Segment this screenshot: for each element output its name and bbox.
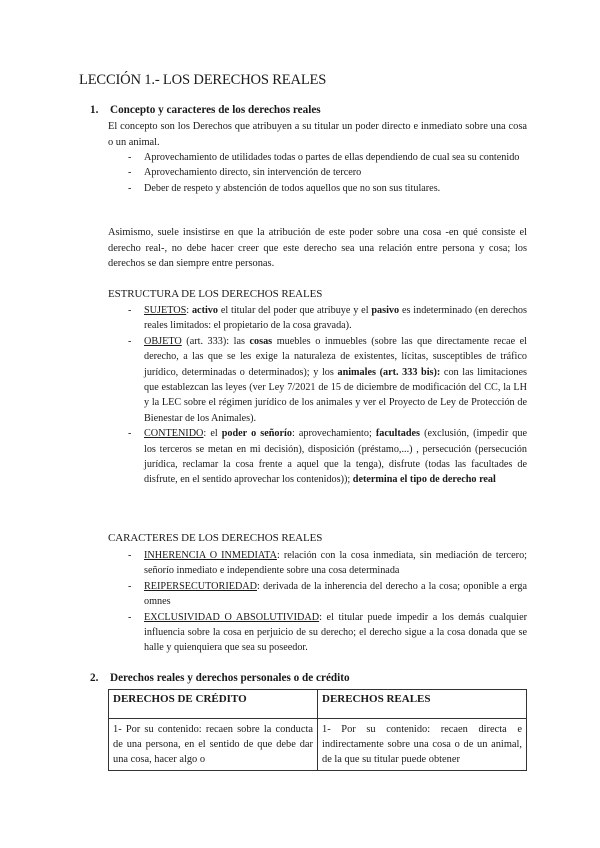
character-text: : derivada de la inherencia del derecho a la cosa; oponible a erga omnes [144, 580, 527, 608]
bold-run: cosas [249, 335, 273, 347]
bold-run: poder o señorío [221, 428, 292, 440]
bold-run: facultades [375, 428, 421, 440]
character-label: EXCLUSIVIDAD O ABSOLUTIVIDAD [144, 611, 320, 623]
text-run: (art. 333): las [181, 335, 250, 347]
text-run: el titular del poder que atribuye y el [217, 305, 372, 316]
section-1-title: Concepto y caracteres de los derechos reales [110, 104, 321, 116]
characters-heading: CARACTERES DE LOS DERECHOS REALES [108, 532, 323, 544]
section-2-heading [90, 672, 350, 684]
bold-run: activo [191, 305, 218, 316]
structure-item-sujetos [108, 303, 527, 334]
character-label: INHERENCIA O INMEDIATA [144, 550, 277, 561]
bold-run: animales (art. 333 bis): [337, 366, 441, 378]
objeto-label: OBJETO [144, 335, 182, 347]
clarification-paragraph: Asimismo, suele insistirse en que la atribución de este poder sobre una cosa -en qué consiste el derecho real-, no debe hacer creer que este derecho sea una relación entre persona y cosa; los derechos se dan siempre entre personas. [108, 227, 527, 269]
table-cell: 1- Por su contenido: recaen sobre la conducta de una persona, en el sentido de que debe dar una cosa, hacer algo o [109, 719, 318, 771]
characters-list [108, 548, 527, 656]
table-row [109, 719, 527, 771]
structure-item-objeto [108, 334, 527, 426]
section-2-title: Derechos reales y derechos personales o de crédito [110, 672, 350, 684]
sujetos-label: SUJETOS [144, 305, 187, 316]
text-run: : [186, 305, 192, 316]
concept-paragraph: El concepto son los Derechos que atribuyen a su titular un poder directo e inmediato sobre una cosa o un animal. [108, 121, 527, 148]
section-2-number: 2. [90, 672, 99, 684]
comparison-table [108, 689, 527, 771]
column-header-credito: DERECHOS DE CRÉDITO [109, 690, 318, 719]
bold-run: determina el tipo de derecho real [352, 474, 496, 486]
character-label: REIPERSECUTORIEDAD [144, 580, 258, 592]
structure-item-contenido [108, 426, 527, 488]
text-run: es indeterminado (en derechos reales limitados: el propietario de la cosa gravada). [144, 305, 527, 332]
concept-bullet: - Deber de respeto y abstención de todos aquellos que no son sus titulares. [108, 181, 527, 196]
text-run: con las limitaciones que establezcan las leyes (ver Ley 7/2021 de 15 de diciembre de modificación del CC, la LH y la LEC sobre el régimen jurídico de los animales y ver el Proyecto de Ley de Protección de Bienestar de los Animales). [144, 366, 527, 424]
text-run: muebles o inmuebles (sobre las que directamente recae el derecho, a las que se les exige la naturaleza de existentes, lícitas, susceptibles de tráfico jurídico, determinadas o determinados); y los [144, 335, 527, 378]
structure-heading: ESTRUCTURA DE LOS DERECHOS REALES [108, 288, 323, 300]
contenido-label: CONTENIDO [144, 428, 204, 440]
text-run: (exclusión, (impedir que los terceros se metan en mi decisión), disposición (préstamo,...) , persecución (persecución jurídica, reclamar la cosa frente a aquel que la tenga), disfrute (todas las facultades de disfrute, en el sentido aprovechar los contenidos)); [144, 428, 527, 486]
bold-run: pasivo [371, 305, 400, 316]
concept-bullet: - Aprovechamiento directo, sin intervención de tercero [108, 165, 527, 180]
character-item [108, 610, 527, 656]
concept-bullet: - Aprovechamiento de utilidades todas o partes de ellas dependiendo de cual sea su contenido [108, 150, 527, 165]
column-header-reales: DERECHOS REALES [318, 690, 527, 719]
character-item [108, 548, 527, 579]
character-text: : el titular puede impedir a los demás cualquier influencia sobre la cosa en perjuicio de su derecho; el derecho sigue a la cosa donada que se halle y quienquiera que sea su poseedor. [144, 611, 527, 654]
table-header-row [109, 690, 527, 719]
character-text: : relación con la cosa inmediata, sin mediación de tercero; señorío inmediato e independiente sobre una cosa determinada [144, 550, 527, 577]
lesson-title: LECCIÓN 1.- LOS DERECHOS REALES [79, 72, 327, 88]
text-run: : el [203, 428, 222, 440]
table-cell: 1- Por su contenido: recaen directa e indirectamente sobre una cosa o de un animal, de la que su titular puede obtener [318, 719, 527, 771]
section-1-heading [90, 104, 321, 116]
concept-bullet-list [108, 150, 527, 196]
text-run: : aprovechamiento; [291, 428, 376, 440]
character-item [108, 579, 527, 610]
structure-list [108, 303, 527, 488]
section-1-number: 1. [90, 104, 99, 116]
